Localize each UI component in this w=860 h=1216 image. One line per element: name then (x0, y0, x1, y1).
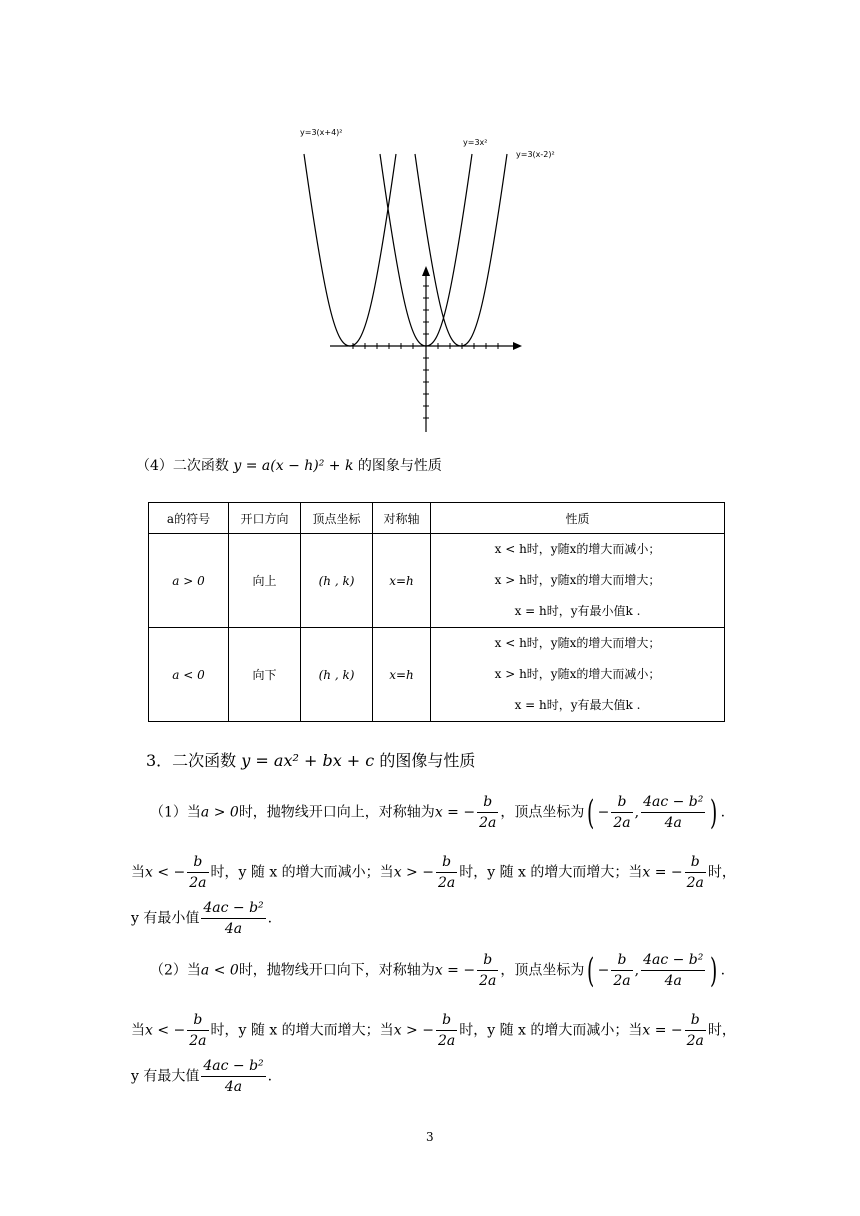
fraction: $\frac{b}{2a}$ (686, 1012, 704, 1049)
properties-table (148, 502, 725, 722)
fraction: $\frac{\text{4ac − b²}}{4a}$ (643, 794, 704, 831)
item1-text: （1）当 (150, 804, 201, 821)
fraction: $\frac{\text{4ac − b²}}{4a}$ (203, 1058, 264, 1095)
section3-heading (146, 748, 475, 771)
cell-sign: a > 0 (149, 534, 229, 628)
graph-label-right: y=3(x-2)² (516, 150, 555, 159)
header-direction: 开口方向 (229, 503, 301, 534)
section4-suffix: 的图象与性质 (357, 458, 442, 474)
item1-line1: （1）当a > 0时，抛物线开口向上，对称轴为x = − $\frac{b}{2a}$ ，顶点坐标为( − $\frac{b}{2a}$ , $\frac{\text{4ac − b²}}{4a}$ ) . (150, 792, 726, 833)
item1-axis-lhs: x = − (434, 804, 476, 821)
fraction: $\frac{\text{4ac − b²}}{4a}$ (203, 900, 264, 937)
fraction: $\frac{b}{2a}$ (686, 854, 704, 891)
table-header-row (149, 503, 725, 534)
fraction: $\frac{b}{2a}$ (479, 952, 497, 989)
property-line: x < h时，y随x的增大而减小； (494, 542, 661, 556)
cell-axis: x=h (373, 628, 431, 722)
fraction: $\frac{b}{2a}$ (613, 952, 631, 989)
parabola-right (415, 154, 507, 346)
item2-line3: y 有最大值 $\frac{\text{4ac − b²}}{4a}$ . (131, 1058, 273, 1095)
section3-formula: y = ax² + bx + c (241, 751, 375, 770)
item1-condition: a > 0 (200, 804, 239, 821)
x-axis-arrow (513, 342, 522, 350)
left-paren: ( (587, 792, 595, 833)
page-number: 3 (426, 1130, 434, 1144)
cell-properties (431, 628, 725, 722)
table-row (149, 628, 725, 722)
property-line: x = h时，y有最大值k . (514, 698, 641, 712)
cell-vertex: (h , k) (301, 628, 373, 722)
fraction: $\frac{b}{2a}$ (437, 1012, 456, 1049)
left-paren: ( (587, 950, 595, 991)
cell-axis: x=h (373, 534, 431, 628)
header-vertex: 顶点坐标 (301, 503, 373, 534)
fraction: $\frac{b}{2a}$ (437, 854, 456, 891)
fraction: $\frac{b}{2a}$ (189, 1012, 207, 1049)
cell-sign: a < 0 (149, 628, 229, 722)
property-line: x < h时，y随x的增大而增大； (494, 636, 661, 650)
section4-prefix: （4）二次函数 (136, 458, 229, 474)
item2-condition: a < 0 (200, 962, 239, 979)
fraction: $\frac{b}{2a}$ (189, 854, 207, 891)
item1-line2: 当x < − $\frac{b}{2a}$ 时，y 随 x 的增大而减小；当x > − $\frac{b}{2a}$ 时，y 随 x 的增大而增大；当x = − $\frac{b}{2a}$ 时， (131, 854, 736, 891)
cell-direction: 向下 (229, 628, 301, 722)
right-paren: ) (710, 792, 718, 833)
property-line: x = h时，y有最小值k . (514, 604, 641, 618)
header-properties: 性质 (431, 503, 725, 534)
item1-text: ，顶点坐标为 (500, 804, 585, 821)
item2-line1: （2）当a < 0时，抛物线开口向下，对称轴为x = − $\frac{b}{2a}$ ，顶点坐标为( − $\frac{b}{2a}$ , $\frac{\text{4ac − b²}}{4a}$ ) . (150, 950, 726, 991)
parabola-left (304, 154, 396, 346)
fraction: $\frac{\text{4ac − b²}}{4a}$ (643, 952, 704, 989)
item1-text: 时，抛物线开口向上，对称轴为 (238, 804, 435, 821)
item1-line3: y 有最小值 $\frac{\text{4ac − b²}}{4a}$ . (131, 900, 273, 937)
graph-label-left: y=3(x+4)² (300, 128, 343, 137)
cell-properties (431, 534, 725, 628)
table-row (149, 534, 725, 628)
cell-direction: 向上 (229, 534, 301, 628)
fraction: $\frac{b}{2a}$ (613, 794, 631, 831)
section3-label: 3．二次函数 (146, 751, 237, 770)
header-sign: a的符号 (149, 503, 229, 534)
section4-heading (136, 455, 442, 475)
header-axis: 对称轴 (373, 503, 431, 534)
property-line: x > h时，y随x的增大而增大； (494, 573, 661, 587)
right-paren: ) (710, 950, 718, 991)
property-line: x > h时，y随x的增大而减小； (494, 667, 661, 681)
parabola-graph (290, 120, 540, 440)
section3-suffix: 的图像与性质 (379, 751, 476, 770)
item2-line2: 当x < − $\frac{b}{2a}$ 时，y 随 x 的增大而增大；当x > − $\frac{b}{2a}$ 时，y 随 x 的增大而减小；当x = − $\frac{b}{2a}$ 时， (131, 1012, 736, 1049)
cell-vertex: (h , k) (301, 534, 373, 628)
fraction: $\frac{b}{2a}$ (479, 794, 497, 831)
section4-formula: y = a(x − h)² + k (233, 458, 354, 474)
graph-label-middle: y=3x² (463, 138, 488, 147)
y-axis-arrow (422, 266, 430, 276)
